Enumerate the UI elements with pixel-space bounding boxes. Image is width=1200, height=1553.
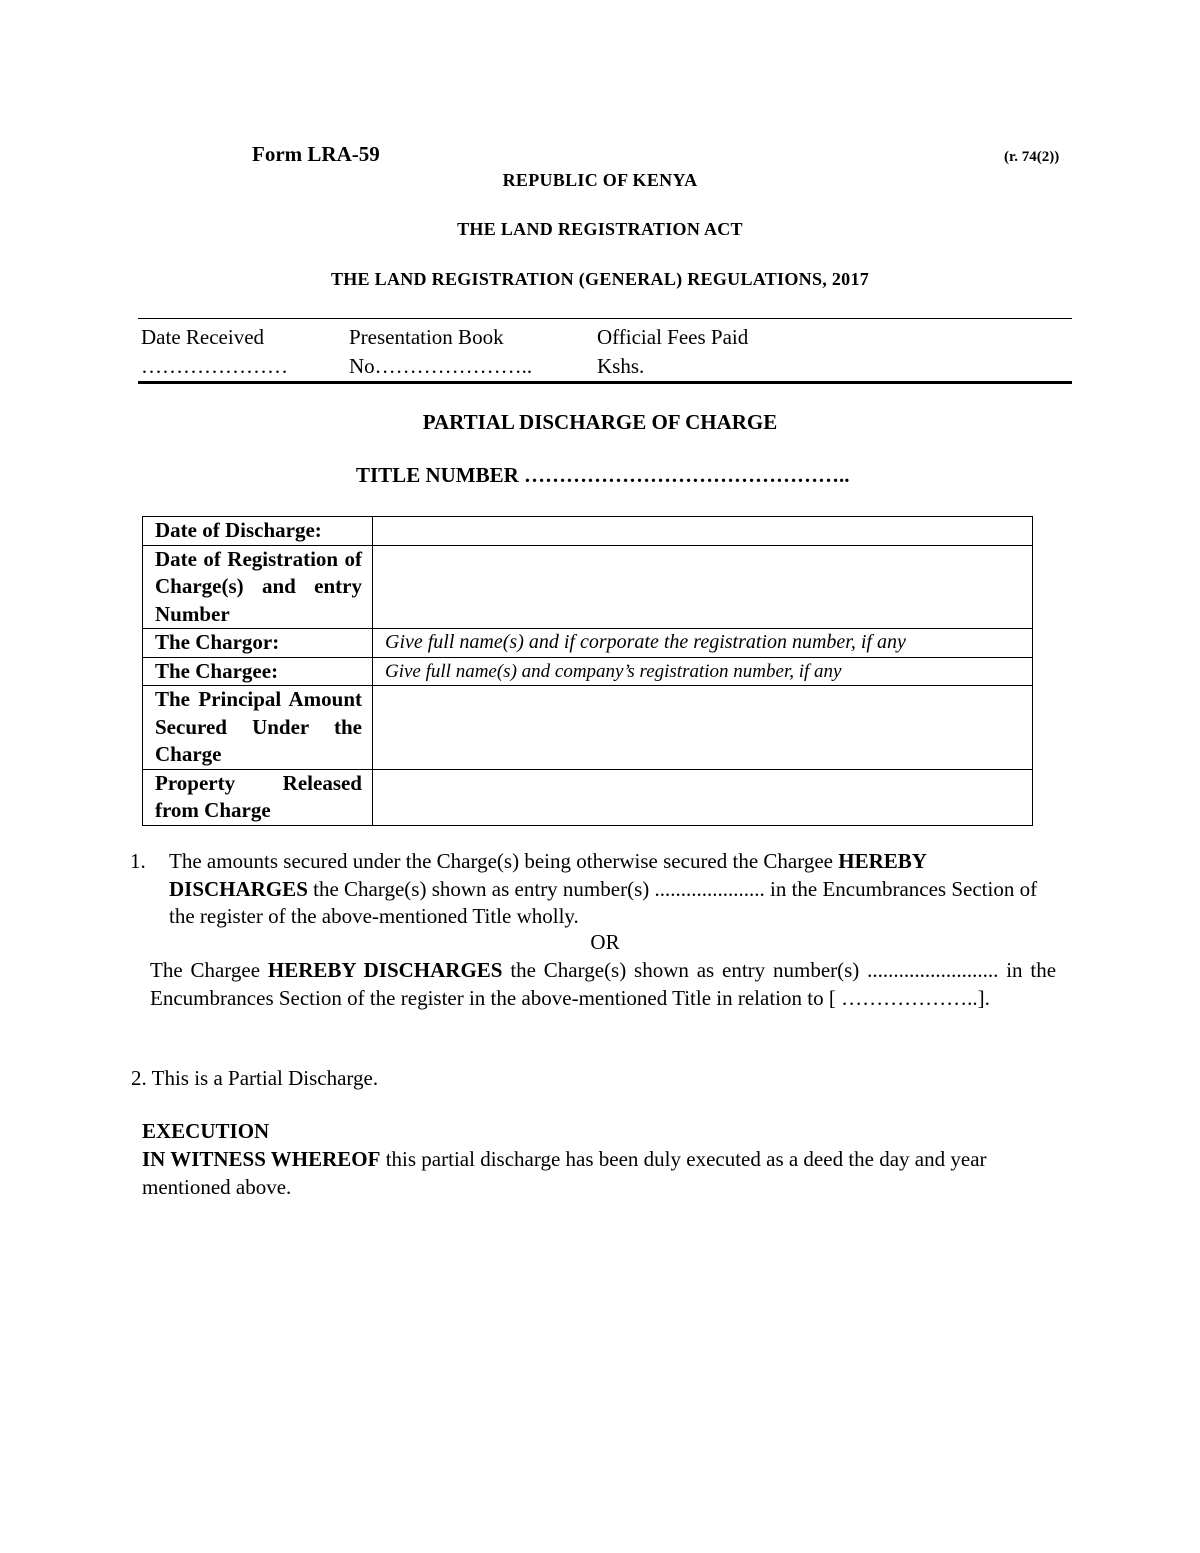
row-value — [373, 517, 1033, 546]
title-number: TITLE NUMBER ……………………………………….. — [356, 463, 850, 487]
row-value — [373, 769, 1033, 825]
execution-text — [142, 1146, 1072, 1201]
row-label: The Chargee: — [143, 657, 373, 686]
alt-text-start: The Chargee — [150, 958, 268, 982]
details-table — [142, 516, 1033, 826]
clause-1 — [130, 848, 1060, 931]
official-fees-value: Kshs. — [597, 354, 645, 378]
official-fees-label: Official Fees Paid — [597, 325, 749, 349]
republic-heading: REPUBLIC OF KENYA — [502, 170, 698, 190]
act-heading: THE LAND REGISTRATION ACT — [457, 219, 743, 239]
presentation-book-label: Presentation Book — [349, 325, 504, 349]
clause-1-bold: HEREBY DISCHARGES — [169, 849, 927, 901]
table-row — [143, 517, 1033, 546]
table-row — [143, 657, 1033, 686]
table-row — [143, 545, 1033, 629]
presentation-book-field — [349, 323, 532, 381]
alt-bold: HEREBY DISCHARGES — [267, 958, 503, 982]
rule-reference: (r. 74(2)) — [1004, 149, 1060, 165]
row-value — [373, 545, 1033, 629]
row-label: Date of Discharge: — [143, 517, 373, 546]
alt-text-end: the Charge(s) shown as entry number(s) ......................... in the Encumbrances Section of the register in the above-mentioned Title in relation to [ ………………..]. — [150, 958, 1057, 1010]
witness-bold: IN WITNESS WHEREOF — [142, 1147, 381, 1171]
registry-box — [138, 318, 1072, 384]
witness-text: this partial discharge has been duly executed as a deed the day and year mentioned above. — [142, 1147, 987, 1199]
table-row — [143, 686, 1033, 770]
or-separator: OR — [590, 930, 620, 954]
row-value: Give full name(s) and company’s registration number, if any — [373, 657, 1033, 686]
row-label: Property Released from Charge — [143, 769, 373, 825]
form-id: Form LRA-59 — [252, 142, 380, 166]
date-received-field — [141, 323, 288, 381]
table-row — [143, 629, 1033, 658]
table-row — [143, 769, 1033, 825]
row-value — [373, 686, 1033, 770]
execution-heading: EXECUTION — [142, 1119, 270, 1143]
official-fees-field — [597, 323, 748, 381]
clause-1-text-start: The amounts secured under the Charge(s) being otherwise secured the Chargee — [169, 849, 839, 873]
clause-alternative — [150, 957, 1056, 1012]
row-label: Date of Registration of Charge(s) and entry Number — [143, 545, 373, 629]
clause-2: 2. This is a Partial Discharge. — [131, 1066, 379, 1090]
row-label: The Principal Amount Secured Under the Charge — [143, 686, 373, 770]
row-label: The Chargor: — [143, 629, 373, 658]
regulations-heading: THE LAND REGISTRATION (GENERAL) REGULATIONS, 2017 — [330, 269, 870, 289]
document-title: PARTIAL DISCHARGE OF CHARGE — [422, 410, 778, 434]
clause-1-text-end: the Charge(s) shown as entry number(s) ..................... in the Encumbrances Section of the register of the above-mentioned Title wholly. — [169, 876, 1038, 928]
row-value: Give full name(s) and if corporate the registration number, if any — [373, 629, 1033, 658]
clause-1-number: 1. — [130, 849, 146, 873]
date-received-label: Date Received — [141, 325, 265, 349]
presentation-book-value: No………………….. — [349, 354, 533, 378]
date-received-value: ………………… — [141, 354, 288, 378]
